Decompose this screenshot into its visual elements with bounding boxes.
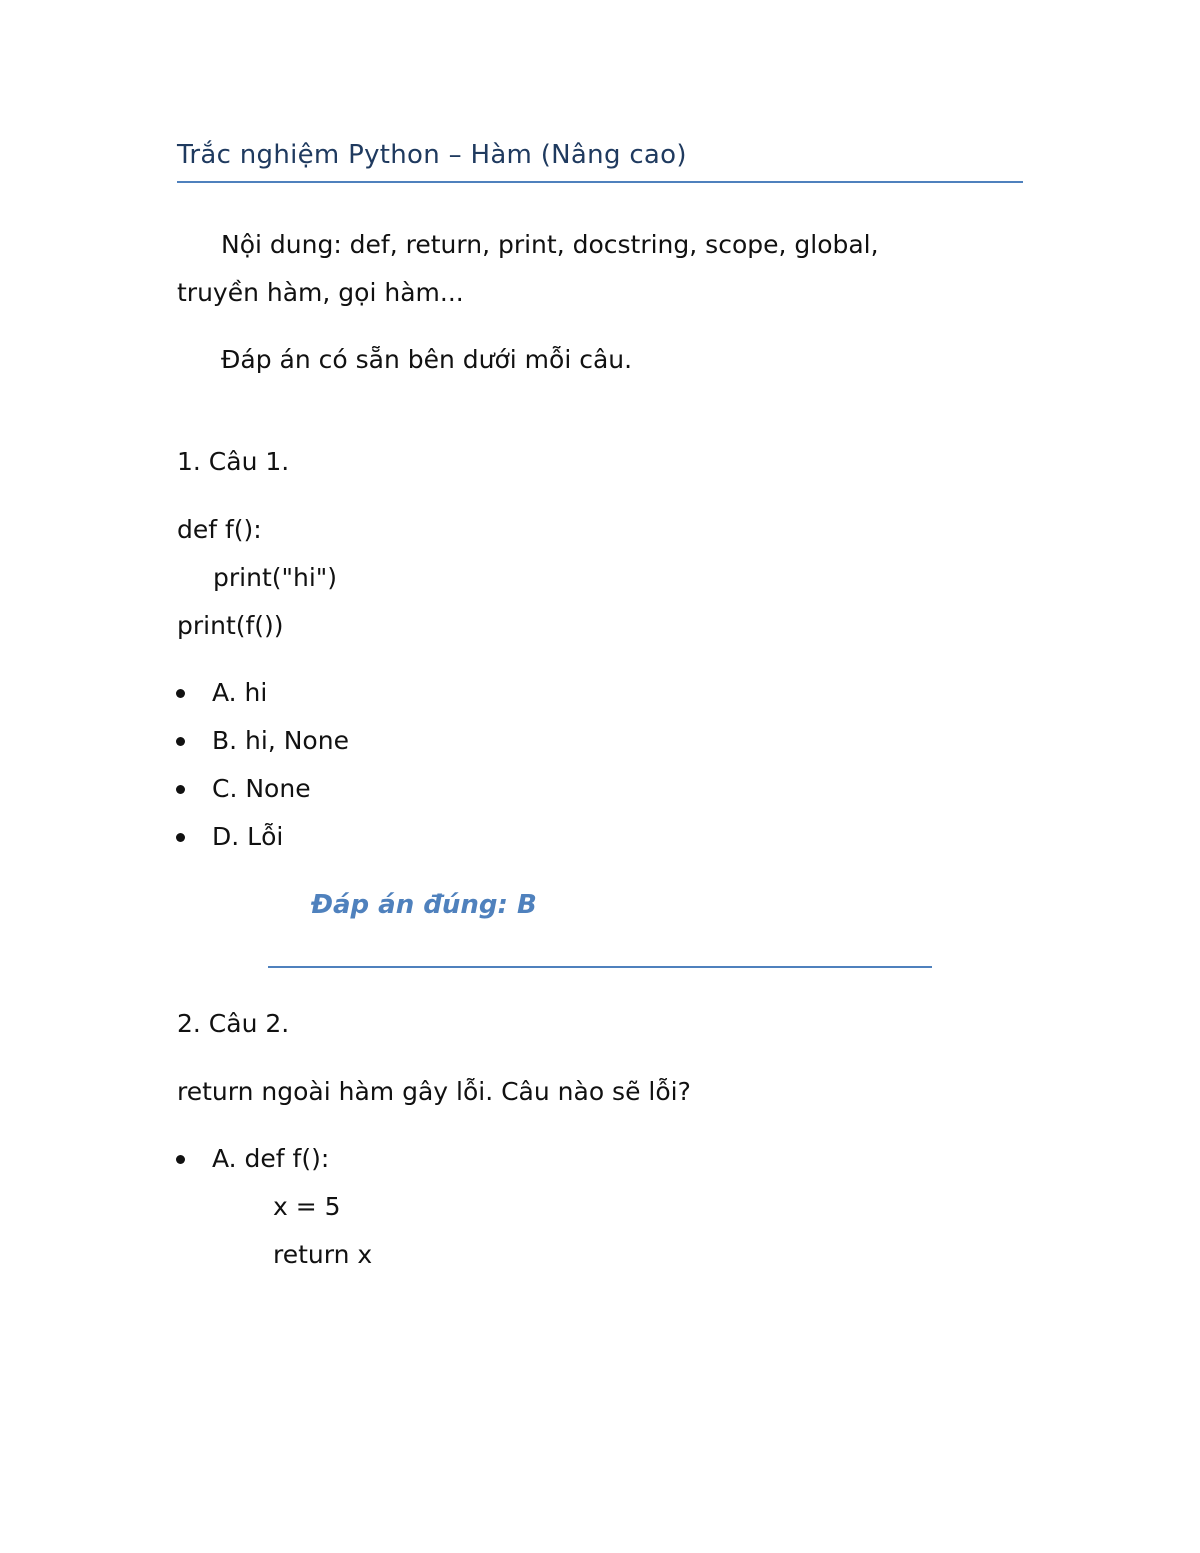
question-separator xyxy=(268,966,932,968)
title-underline xyxy=(177,181,1023,183)
question-1-code-line-1: def f(): xyxy=(177,515,262,544)
question-1-option-c: C. None xyxy=(212,774,311,803)
document-title: Trắc nghiệm Python – Hàm (Nâng cao) xyxy=(177,140,687,170)
intro-content-line-2: truyền hàm, gọi hàm... xyxy=(177,278,464,307)
question-1-code-line-2: print("hi") xyxy=(213,563,338,592)
intro-content-line-1: Nội dung: def, return, print, docstring, scope, global, xyxy=(221,230,879,259)
question-2-prompt: return ngoài hàm gây lỗi. Câu nào sẽ lỗi? xyxy=(177,1077,691,1106)
bullet-icon xyxy=(176,689,185,698)
question-1-correct-answer: Đáp án đúng: B xyxy=(311,890,537,920)
question-2-option-a: A. def f(): xyxy=(212,1144,330,1173)
question-1-option-d: D. Lỗi xyxy=(212,822,284,851)
question-1-code-line-3: print(f()) xyxy=(177,611,284,640)
bullet-icon xyxy=(176,737,185,746)
question-1-option-b: B. hi, None xyxy=(212,726,349,755)
intro-answer-note: Đáp án có sẵn bên dưới mỗi câu. xyxy=(221,345,633,374)
bullet-icon xyxy=(176,1155,185,1164)
question-2-option-a-code-line-1: x = 5 xyxy=(273,1192,341,1221)
bullet-icon xyxy=(176,785,185,794)
question-2-heading: 2. Câu 2. xyxy=(177,1009,290,1038)
bullet-icon xyxy=(176,833,185,842)
question-1-heading: 1. Câu 1. xyxy=(177,447,290,476)
question-1-option-a: A. hi xyxy=(212,678,268,707)
question-2-option-a-code-line-2: return x xyxy=(273,1240,373,1269)
